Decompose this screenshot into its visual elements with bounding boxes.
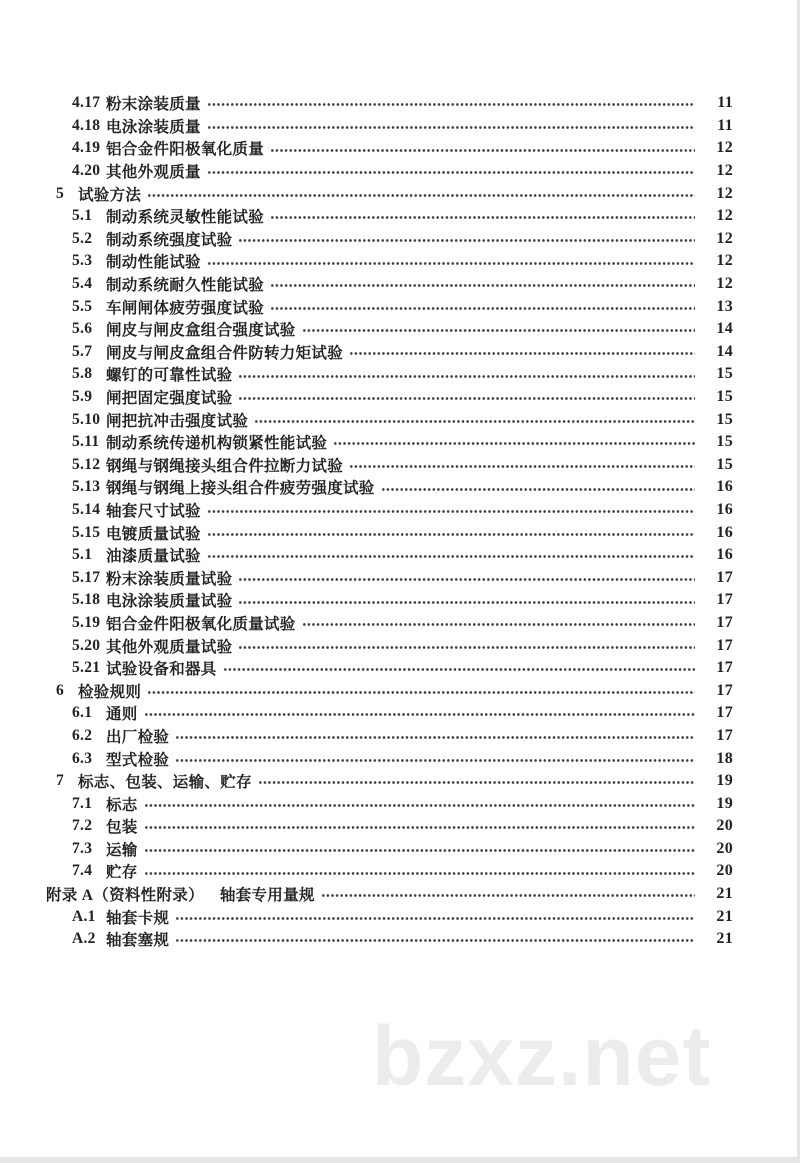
toc-entry-number: 5 [56, 184, 65, 202]
toc-row [0, 205, 797, 228]
toc-entry-number: 4.19 [72, 139, 101, 157]
toc-row [0, 250, 797, 273]
toc-entry-number: 5.2 [72, 229, 93, 247]
toc-entry-page: 15 [716, 388, 733, 406]
toc-row [0, 386, 797, 409]
toc-entry-number: 5.3 [72, 252, 93, 270]
toc-entry-number: 5.20 [72, 636, 101, 654]
toc-entry-number: 5.17 [72, 568, 101, 586]
toc-entry-title: 出厂检验 [106, 728, 170, 746]
table-of-contents [0, 92, 797, 951]
dot-leader [238, 566, 695, 589]
toc-entry-page: 17 [716, 636, 733, 654]
dot-leader [175, 747, 695, 770]
toc-row [0, 566, 797, 589]
toc-entry-number: 7.3 [72, 839, 93, 857]
toc-entry-number: 5.11 [72, 433, 100, 451]
toc-entry-page: 12 [716, 275, 733, 293]
dot-leader [349, 341, 695, 364]
dot-leader [207, 521, 695, 544]
toc-row [0, 860, 797, 883]
toc-row [0, 883, 797, 906]
dot-leader [270, 137, 695, 160]
toc-row [0, 160, 797, 183]
toc-row [0, 408, 797, 431]
dot-leader [349, 454, 695, 477]
watermark: bzxz.net [372, 1009, 712, 1103]
dot-leader [223, 657, 695, 680]
toc-row [0, 499, 797, 522]
toc-row [0, 725, 797, 748]
toc-row [0, 92, 797, 115]
toc-entry-page: 15 [716, 455, 733, 473]
toc-entry-title: 其他外观质量 [106, 164, 201, 182]
dot-leader [144, 838, 695, 861]
toc-entry-title: 试验方法 [78, 186, 142, 204]
toc-entry-number: 5.1 [72, 546, 93, 564]
toc-entry-title: 制动性能试验 [106, 254, 201, 272]
toc-entry-page: 12 [716, 252, 733, 270]
toc-entry-title: 轴套尺寸试验 [106, 502, 201, 520]
dot-leader [321, 883, 695, 906]
dot-leader [333, 431, 695, 454]
toc-entry-page: 16 [716, 546, 733, 564]
toc-entry-page: 19 [716, 794, 733, 812]
toc-entry-title: 包装 [106, 819, 138, 837]
dot-leader [270, 273, 695, 296]
toc-entry-page: 12 [716, 162, 733, 180]
dot-leader [144, 815, 695, 838]
toc-entry-title: 制动系统传递机构锁紧性能试验 [106, 435, 328, 453]
dot-leader [238, 589, 695, 612]
toc-entry-page: 11 [717, 94, 733, 112]
toc-row [0, 679, 797, 702]
toc-row [0, 318, 797, 341]
toc-entry-page: 16 [716, 523, 733, 541]
toc-entry-title: 闸皮与闸皮盒组合强度试验 [106, 322, 296, 340]
toc-entry-number: 6.1 [72, 704, 93, 722]
toc-entry-page: 12 [716, 207, 733, 225]
toc-entry-page: 17 [716, 704, 733, 722]
toc-entry-page: 13 [716, 297, 733, 315]
dot-leader [207, 160, 695, 183]
dot-leader [147, 182, 695, 205]
dot-leader [302, 612, 695, 635]
toc-entry-title: 螺钉的可靠性试验 [106, 367, 233, 385]
toc-row [0, 544, 797, 567]
toc-row [0, 838, 797, 861]
toc-entry-title: 其他外观质量试验 [106, 638, 233, 656]
dot-leader [144, 860, 695, 883]
toc-entry-title: 粉末涂装质量 [106, 96, 201, 114]
toc-row [0, 657, 797, 680]
toc-entry-page: 21 [716, 930, 733, 948]
toc-entry-title: 型式检验 [106, 751, 170, 769]
toc-entry-title: 闸把抗冲击强度试验 [106, 412, 249, 430]
dot-leader [207, 250, 695, 273]
toc-entry-number: 附录 A（资料性附录） [46, 887, 204, 905]
toc-entry-title: 闸把固定强度试验 [106, 390, 233, 408]
toc-entry-page: 15 [716, 365, 733, 383]
toc-row [0, 634, 797, 657]
toc-entry-number: 5.10 [72, 410, 101, 428]
toc-entry-page: 19 [716, 772, 733, 790]
toc-row [0, 228, 797, 251]
toc-entry-page: 21 [716, 907, 733, 925]
toc-row [0, 182, 797, 205]
toc-row [0, 295, 797, 318]
toc-entry-page: 17 [716, 591, 733, 609]
toc-row [0, 115, 797, 138]
toc-entry-title: 电镀质量试验 [106, 525, 201, 543]
toc-entry-number: 5.21 [72, 659, 101, 677]
toc-entry-title: 制动系统强度试验 [106, 231, 233, 249]
toc-entry-number: 5.8 [72, 365, 93, 383]
toc-entry-page: 20 [716, 817, 733, 835]
toc-entry-number: A.2 [72, 930, 96, 948]
toc-entry-number: 5.4 [72, 275, 93, 293]
toc-entry-page: 16 [716, 500, 733, 518]
toc-entry-page: 17 [716, 568, 733, 586]
toc-row [0, 521, 797, 544]
toc-row [0, 431, 797, 454]
toc-entry-number: 7.1 [72, 794, 93, 812]
toc-entry-number: 4.17 [72, 94, 101, 112]
toc-entry-page: 17 [716, 681, 733, 699]
dot-leader [207, 499, 695, 522]
toc-entry-page: 16 [716, 478, 733, 496]
toc-entry-number: 5.9 [72, 388, 93, 406]
dot-leader [270, 295, 695, 318]
dot-leader [302, 318, 695, 341]
dot-leader [175, 928, 695, 951]
toc-entry-title: 通则 [106, 706, 138, 724]
toc-entry-title: 铝合金件阳极氧化质量试验 [106, 615, 296, 633]
dot-leader [144, 702, 695, 725]
toc-entry-title: 闸皮与闸皮盒组合件防转力矩试验 [106, 344, 344, 362]
toc-entry-number: 6 [56, 681, 65, 699]
toc-entry-number: 5.5 [72, 297, 93, 315]
dot-leader [381, 476, 695, 499]
toc-entry-title: 轴套专用量规 [219, 887, 315, 905]
toc-entry-page: 14 [716, 320, 733, 338]
toc-entry-title: 电泳涂装质量 [106, 118, 201, 136]
toc-entry-page: 17 [716, 613, 733, 631]
dot-leader [207, 115, 695, 138]
toc-entry-title: 轴套卡规 [106, 909, 170, 927]
toc-entry-title: 贮存 [106, 864, 138, 882]
toc-entry-number: 5.19 [72, 613, 101, 631]
dot-leader [144, 792, 695, 815]
toc-entry-page: 15 [716, 410, 733, 428]
toc-row [0, 137, 797, 160]
dot-leader [207, 544, 695, 567]
toc-entry-number: 5.15 [72, 523, 101, 541]
dot-leader [254, 408, 695, 431]
dot-leader [175, 905, 695, 928]
toc-row [0, 341, 797, 364]
toc-row [0, 928, 797, 951]
toc-entry-number: 7.4 [72, 862, 93, 880]
toc-entry-page: 11 [717, 116, 733, 134]
dot-leader [270, 205, 695, 228]
toc-entry-number: 7.2 [72, 817, 93, 835]
toc-entry-title: 标志、包装、运输、贮存 [78, 774, 252, 792]
toc-entry-title: 钢绳与钢绳上接头组合件疲劳强度试验 [106, 480, 375, 498]
toc-entry-title: 油漆质量试验 [106, 548, 201, 566]
toc-entry-title: 铝合金件阳极氧化质量 [106, 141, 265, 159]
toc-entry-page: 17 [716, 659, 733, 677]
toc-row [0, 363, 797, 386]
toc-row [0, 454, 797, 477]
toc-row [0, 815, 797, 838]
toc-entry-page: 15 [716, 433, 733, 451]
toc-entry-number: 6.2 [72, 726, 93, 744]
toc-entry-title: 车闸闸体疲劳强度试验 [106, 299, 265, 317]
toc-entry-page: 12 [716, 184, 733, 202]
toc-entry-page: 18 [716, 749, 733, 767]
toc-row [0, 702, 797, 725]
toc-entry-title: 检验规则 [78, 683, 142, 701]
toc-row [0, 770, 797, 793]
toc-entry-page: 20 [716, 862, 733, 880]
toc-entry-title: 运输 [106, 841, 138, 859]
toc-entry-number: 4.18 [72, 116, 101, 134]
toc-entry-page: 17 [716, 726, 733, 744]
toc-row [0, 747, 797, 770]
toc-entry-number: 5.18 [72, 591, 101, 609]
toc-entry-number: 5.6 [72, 320, 93, 338]
toc-row [0, 792, 797, 815]
toc-entry-title: 电泳涂装质量试验 [106, 593, 233, 611]
toc-entry-title: 轴套塞规 [106, 932, 170, 950]
toc-entry-number: 5.12 [72, 455, 101, 473]
toc-entry-title: 试验设备和器具 [106, 661, 217, 679]
dot-leader [238, 228, 695, 251]
dot-leader [175, 725, 695, 748]
toc-entry-number: 5.13 [72, 478, 101, 496]
toc-entry-page: 12 [716, 229, 733, 247]
toc-entry-number: 5.1 [72, 207, 93, 225]
dot-leader [147, 679, 695, 702]
toc-entry-page: 20 [716, 839, 733, 857]
toc-entry-number: 4.20 [72, 162, 101, 180]
toc-entry-page: 12 [716, 139, 733, 157]
toc-row [0, 905, 797, 928]
toc-row [0, 273, 797, 296]
toc-row [0, 476, 797, 499]
toc-entry-title: 制动系统灵敏性能试验 [106, 209, 265, 227]
toc-entry-number: 7 [56, 772, 65, 790]
toc-entry-number: 6.3 [72, 749, 93, 767]
toc-entry-number: 5.14 [72, 500, 101, 518]
toc-entry-page: 21 [716, 885, 733, 903]
toc-row [0, 589, 797, 612]
toc-entry-page: 14 [716, 342, 733, 360]
toc-entry-title: 粉末涂装质量试验 [106, 570, 233, 588]
toc-entry-title: 标志 [106, 796, 138, 814]
dot-leader [238, 363, 695, 386]
toc-entry-title: 钢绳与钢绳接头组合件拉断力试验 [106, 457, 344, 475]
toc-row [0, 612, 797, 635]
dot-leader [258, 770, 695, 793]
dot-leader [238, 386, 695, 409]
dot-leader [238, 634, 695, 657]
toc-entry-number: 5.7 [72, 342, 93, 360]
dot-leader [207, 92, 695, 115]
toc-entry-number: A.1 [72, 907, 96, 925]
toc-entry-title: 制动系统耐久性能试验 [106, 277, 265, 295]
